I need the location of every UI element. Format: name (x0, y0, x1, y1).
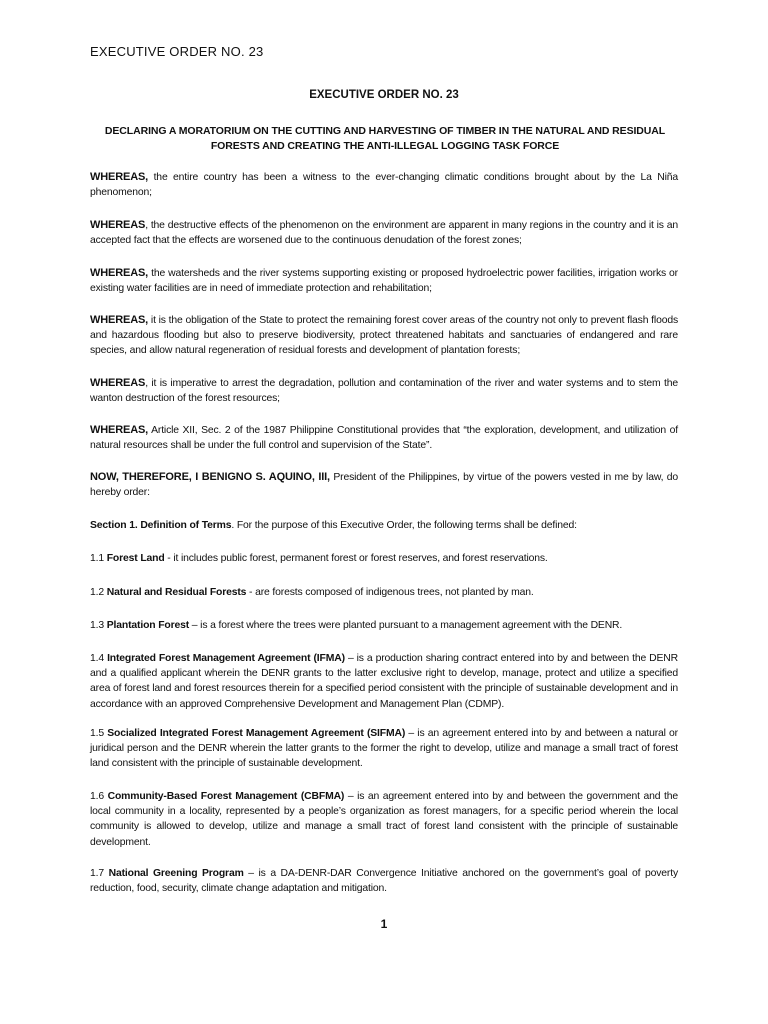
definition-number: 1.6 (90, 791, 108, 802)
definition-term: Socialized Integrated Forest Management Agreement (SIFMA) (107, 728, 406, 739)
definition-item (90, 551, 678, 566)
definition-text: – is an agreement entered into by and between the government and the local community in a locality, represented by a people’s organization as forest managers, for a specific period wherein the local community is allowed to develop, utilize and manage a small tract of forest land consistent with the principle of sustainable development. (90, 791, 678, 848)
clause-text: , the destructive effects of the phenomenon on the environment are apparent in many regions in the country and it is an accepted fact that the effects are worsened due to the continuous denudation of the forest zones; (90, 220, 678, 247)
definition-item (90, 585, 678, 600)
clause-lead: NOW, THEREFORE, I BENIGNO S. AQUINO, III, (90, 471, 330, 483)
definition-item (90, 618, 678, 633)
document-subtitle: DECLARING A MORATORIUM ON THE CUTTING AND HARVESTING OF TIMBER IN THE NATURAL AND RESIDUAL FORESTS AND CREATING THE ANTI-ILLEGAL LOGGING TASK FORCE (104, 125, 666, 152)
definition-number: 1.3 (90, 620, 107, 631)
definition-text: - it includes public forest, permanent forest or forest reserves, and forest reservations. (164, 553, 548, 564)
definition-number: 1.7 (90, 868, 109, 879)
clause-text: Article XII, Sec. 2 of the 1987 Philippine Constitutional provides that “the exploration, development, and utilization of natural resources shall be under the full control and supervision of the State”. (90, 425, 678, 452)
definition-text: - are forests composed of indigenous trees, not planted by man. (246, 587, 534, 598)
section-lead: Section 1. Definition of Terms (90, 520, 232, 531)
clause-text: the entire country has been a witness to the ever-changing climatic conditions brought about by the La Niña phenomenon; (90, 172, 678, 199)
definition-term: Community-Based Forest Management (CBFMA) (107, 791, 345, 802)
clause-text: President of the Philippines, by virtue of the powers vested in me by law, do hereby order: (90, 472, 678, 499)
clause-lead: WHEREAS, (90, 314, 149, 326)
definition-item (90, 651, 678, 712)
definition-item (90, 789, 678, 850)
definition-text: – is a production sharing contract entered into by and between the DENR and a qualified applicant wherein the DENR grants to the latter exclusive right to develop, manage, protect and utilize a specified area of forest land and forest resources therein for a specified period consistent with the principle of sustainable development and in accordance with an approved Comprehensive Development and Management Plan (CDMP). (90, 653, 678, 710)
definition-item (90, 726, 678, 772)
definition-term: Forest Land (106, 553, 165, 564)
clause-text: it is the obligation of the State to protect the remaining forest cover areas of the country not only to prevent flash floods and hazardous flooding but also to preserve biodiversity, protect threatened habitats and sanctuaries of endangered and rare species, and allow natural regeneration of residual forests and development of plantation forests; (90, 315, 678, 357)
whereas-clause (90, 423, 678, 453)
running-header: EXECUTIVE ORDER NO. 23 (90, 44, 264, 59)
definition-item (90, 866, 678, 896)
whereas-clause (90, 266, 678, 296)
clause-text: the watersheds and the river systems supporting existing or proposed hydroelectric power facilities, irrigation works or existing water facilities are in need of immediate protection and rehabilitation; (90, 268, 678, 295)
section-heading (90, 518, 678, 533)
whereas-clause (90, 218, 678, 248)
definition-number: 1.4 (90, 653, 108, 664)
now-therefore-clause (90, 470, 678, 500)
definition-text: – is a forest where the trees were planted pursuant to a management agreement with the DENR. (189, 620, 623, 631)
definition-text: – is a DA-DENR-DAR Convergence Initiative anchored on the government’s goal of poverty reduction, food, security, climate change adaptation and mitigation. (90, 868, 678, 895)
whereas-clause (90, 376, 678, 406)
definition-text: – is an agreement entered into by and between a natural or juridical person and the DENR wherein the latter grants to the former the right to develop, utilize and manage a small tract of forest land consistent with the principle of sustainable development. (90, 728, 678, 770)
definition-number: 1.1 (90, 553, 107, 564)
definition-term: Integrated Forest Management Agreement (IFMA) (107, 653, 345, 664)
whereas-clause (90, 170, 678, 200)
definition-term: National Greening Program (108, 868, 244, 879)
whereas-clause (90, 313, 678, 359)
definition-number: 1.2 (90, 587, 107, 598)
clause-lead: WHEREAS (90, 377, 146, 389)
page-number: 1 (380, 917, 388, 931)
section-text: . For the purpose of this Executive Order, the following terms shall be defined: (231, 520, 577, 531)
definition-term: Plantation Forest (106, 620, 190, 631)
clause-text: , it is imperative to arrest the degradation, pollution and contamination of the river and water systems and to stem the wanton destruction of the forest resources; (90, 378, 678, 405)
clause-lead: WHEREAS, (90, 424, 149, 436)
clause-lead: WHEREAS (90, 219, 146, 231)
definition-number: 1.5 (90, 728, 108, 739)
document-title: EXECUTIVE ORDER NO. 23 (309, 89, 459, 101)
definition-term: Natural and Residual Forests (106, 587, 247, 598)
clause-lead: WHEREAS, (90, 171, 149, 183)
clause-lead: WHEREAS, (90, 267, 149, 279)
